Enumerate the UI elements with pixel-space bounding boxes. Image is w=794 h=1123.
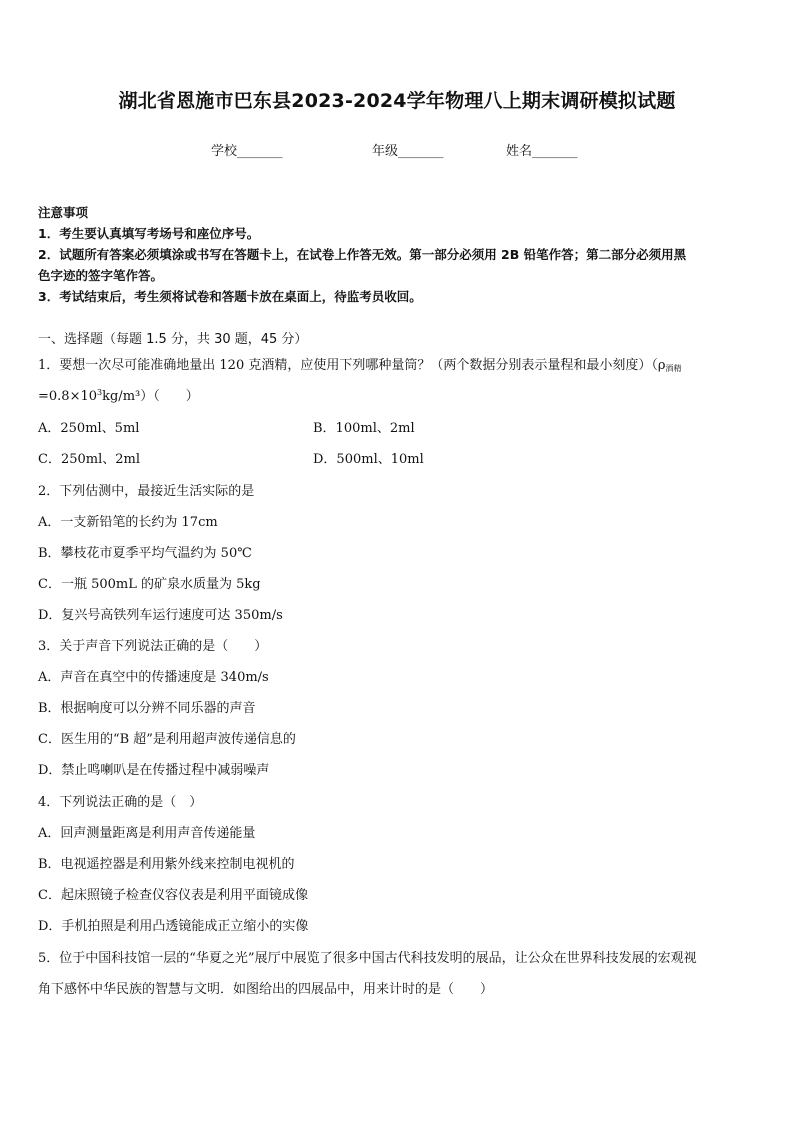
q1-density-value: =0.8×10 (38, 389, 98, 404)
q3-option-b: B．根据响度可以分辨不同乐器的声音 (38, 701, 256, 716)
q3-option-d: D．禁止鸣喇叭是在传播过程中减弱噪声 (38, 763, 270, 778)
q2-option-c: C．一瓶 500mL 的矿泉水质量为 5kg (38, 577, 261, 592)
q2-option-d: D．复兴号高铁列车运行速度可达 350m/s (38, 608, 283, 623)
q2-option-a: A．一支新铅笔的长约为 17cm (38, 515, 218, 530)
q2-stem: 2．下列估测中，最接近生活实际的是 (38, 484, 255, 499)
q1-density-exponent: 3 (97, 388, 103, 397)
q5-stem-line-2: 角下感怀中华民族的智慧与文明．如图给出的四展品中，用来计时的是（ ） (38, 982, 494, 997)
q4-option-a: A．回声测量距离是利用声音传递能量 (38, 826, 256, 841)
q4-option-d: D．手机拍照是利用凸透镜能成正立缩小的实像 (38, 919, 309, 934)
q1-rho-subscript: 酒精 (665, 364, 682, 373)
q1-option-a: A．250ml、5ml (38, 421, 140, 436)
notice-heading: 注意事项 (38, 205, 89, 220)
school-field: 学校_______ (211, 144, 283, 159)
q1-stem-text: 1．要想一次尽可能准确地量出 120 克酒精，应使用下列哪种量筒？（两个数据分别表示量程和最小刻度）（ρ (38, 358, 666, 373)
q3-option-c: C．医生用的“B 超”是利用超声波传递信息的 (38, 732, 296, 747)
q1-option-c: C．250ml、2ml (38, 452, 141, 467)
q2-option-b: B．攀枝花市夏季平均气温约为 50℃ (38, 546, 252, 561)
grade-field: 年级_______ (372, 144, 444, 159)
section-heading: 一、选择题（每题 1.5 分，共 30 题，45 分） (38, 332, 308, 347)
q1-stem-line-2 (38, 385, 199, 404)
notice-item-1: 1．考生要认真填写考场号和座位序号。 (38, 226, 260, 241)
q3-stem: 3．关于声音下列说法正确的是（ ） (38, 639, 268, 654)
notice-item-2-line-2: 色字迹的签字笔作答。 (38, 268, 164, 283)
q4-stem: 4．下列说法正确的是（ ） (38, 795, 203, 810)
name-field: 姓名_______ (506, 144, 578, 159)
q4-option-c: C．起床照镜子检查仪容仪表是利用平面镜成像 (38, 888, 308, 903)
q1-option-b: B．100ml、2ml (313, 421, 415, 436)
notice-item-2-line-1: 2．试题所有答案必须填涂或书写在答题卡上，在试卷上作答无效。第一部分必须用 2B 铅笔作答；第二部分必须用黑 (38, 247, 687, 262)
q4-option-b: B．电视遥控器是利用紫外线来控制电视机的 (38, 857, 295, 872)
q1-stem-line-1 (38, 354, 682, 374)
q3-option-a: A．声音在真空中的传播速度是 340m/s (38, 670, 269, 685)
q5-stem-line-1: 5．位于中国科技馆一层的“华夏之光”展厅中展览了很多中国古代科技发明的展品，让公众在世界科技发展的宏观视 (38, 951, 697, 966)
q1-density-unit: kg/m³）（ ） (102, 389, 199, 404)
notice-item-3: 3．考试结束后，考生须将试卷和答题卡放在桌面上，待监考员收回。 (38, 289, 422, 304)
q1-option-d: D．500ml、10ml (313, 452, 424, 467)
page-title: 湖北省恩施市巴东县2023-2024学年物理八上期末调研模拟试题 (118, 90, 676, 112)
